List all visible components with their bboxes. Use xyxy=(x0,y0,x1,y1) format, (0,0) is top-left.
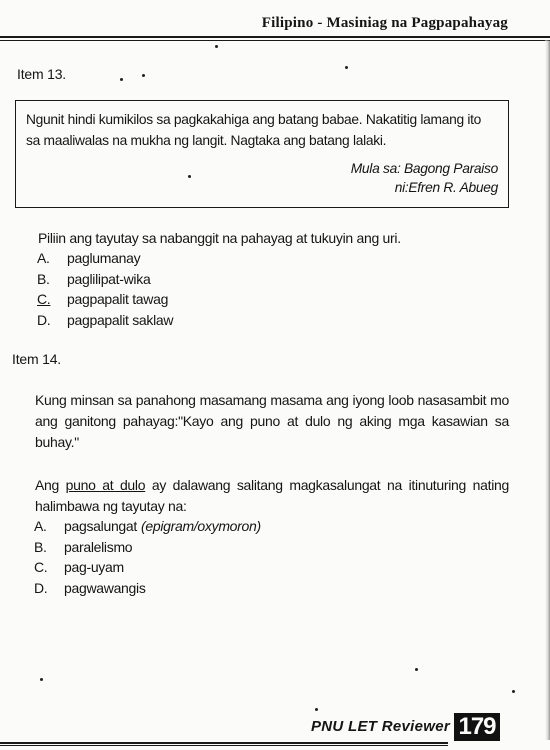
choice-letter: A. xyxy=(37,250,50,266)
passage-source xyxy=(26,159,498,197)
choice-text: paglilipat-wika xyxy=(67,270,151,287)
paragraph-prefix: Ang xyxy=(35,477,66,493)
page-edge-shadow xyxy=(545,40,550,740)
paragraph-rest: ay dalawang salitang magkasalungat na itinuturing nating halimbawa ng tayutay na: xyxy=(35,477,510,514)
choice-text: pagwawangis xyxy=(64,579,146,596)
choice-letter: D. xyxy=(34,579,48,596)
scan-speck xyxy=(142,74,145,77)
choice-13-d xyxy=(37,310,173,331)
scan-speck xyxy=(415,668,418,671)
scan-speck xyxy=(315,708,318,711)
source-title: Mula sa: Bagong Paraiso xyxy=(350,161,498,176)
item-14-paragraph-2 xyxy=(35,475,509,517)
choice-letter: A. xyxy=(34,518,47,534)
choice-letter: B. xyxy=(37,270,50,287)
header-rule xyxy=(0,36,550,38)
item-14-label: Item 14. xyxy=(12,351,61,367)
choice-text: paralelismo xyxy=(64,538,133,555)
choice-14-a xyxy=(34,516,261,537)
footer-label: PNU LET Reviewer xyxy=(310,718,450,735)
paragraph-text: Kung minsan sa panahong masamang masama ang iyong loob nasasambit mo ang ganitong pahayag:"Kayo ang puno at dulo ng aking mga kasawian sa buhay." xyxy=(35,392,509,450)
choice-14-d xyxy=(34,578,261,599)
choice-letter: C. xyxy=(34,559,48,575)
item-14-paragraph-1 xyxy=(35,390,509,453)
page-number: 179 xyxy=(454,713,500,741)
item-13-choices xyxy=(37,248,173,330)
scan-speck xyxy=(120,78,123,81)
choice-letter: B. xyxy=(34,538,47,555)
choice-13-a xyxy=(37,248,173,269)
footer-rule xyxy=(0,742,448,744)
scan-speck xyxy=(215,45,218,48)
item-14-choices xyxy=(34,516,261,598)
scan-speck xyxy=(345,66,348,69)
scan-speck xyxy=(188,175,191,178)
choice-13-b xyxy=(37,269,173,290)
choice-text: pag-uyam xyxy=(64,559,124,575)
question-text: Piliin ang tayutay sa nabanggit na pahayag at tukuyin ang uri. xyxy=(38,230,401,246)
choice-14-b xyxy=(34,537,261,558)
source-author: ni:Efren R. Abueg xyxy=(394,180,498,195)
choice-text: paglumanay xyxy=(67,250,141,266)
underlined-phrase: puno at dulo xyxy=(65,477,146,493)
choice-letter: C. xyxy=(37,291,51,307)
choice-letter: D. xyxy=(37,311,51,328)
paragraph-text xyxy=(35,475,509,517)
choice-14-c xyxy=(34,557,261,578)
passage-text: Ngunit hindi kumikilos sa pagkakahiga ang batang babae. Nakatitig lamang ito sa maaliwalas na mukha ng langit. Nagtaka ang batang lalaki. xyxy=(26,112,482,148)
choice-text: pagpapalit tawag xyxy=(67,291,169,307)
choice-13-c-marked xyxy=(37,289,173,310)
choice-text: pagsalungat xyxy=(64,518,137,534)
footer-rule-thin xyxy=(0,745,448,746)
passage-box xyxy=(15,100,509,208)
header-rule-thin xyxy=(0,40,550,41)
item-13-question xyxy=(38,228,508,249)
scan-speck xyxy=(40,678,43,681)
header-title: Filipino - Masiniag na Pagpapahayag xyxy=(261,15,508,31)
scan-speck xyxy=(512,690,515,693)
choice-note: (epigram/oxymoron) xyxy=(141,518,261,534)
item-13-label: Item 13. xyxy=(17,66,66,82)
choice-text: pagpapalit saklaw xyxy=(67,311,174,328)
